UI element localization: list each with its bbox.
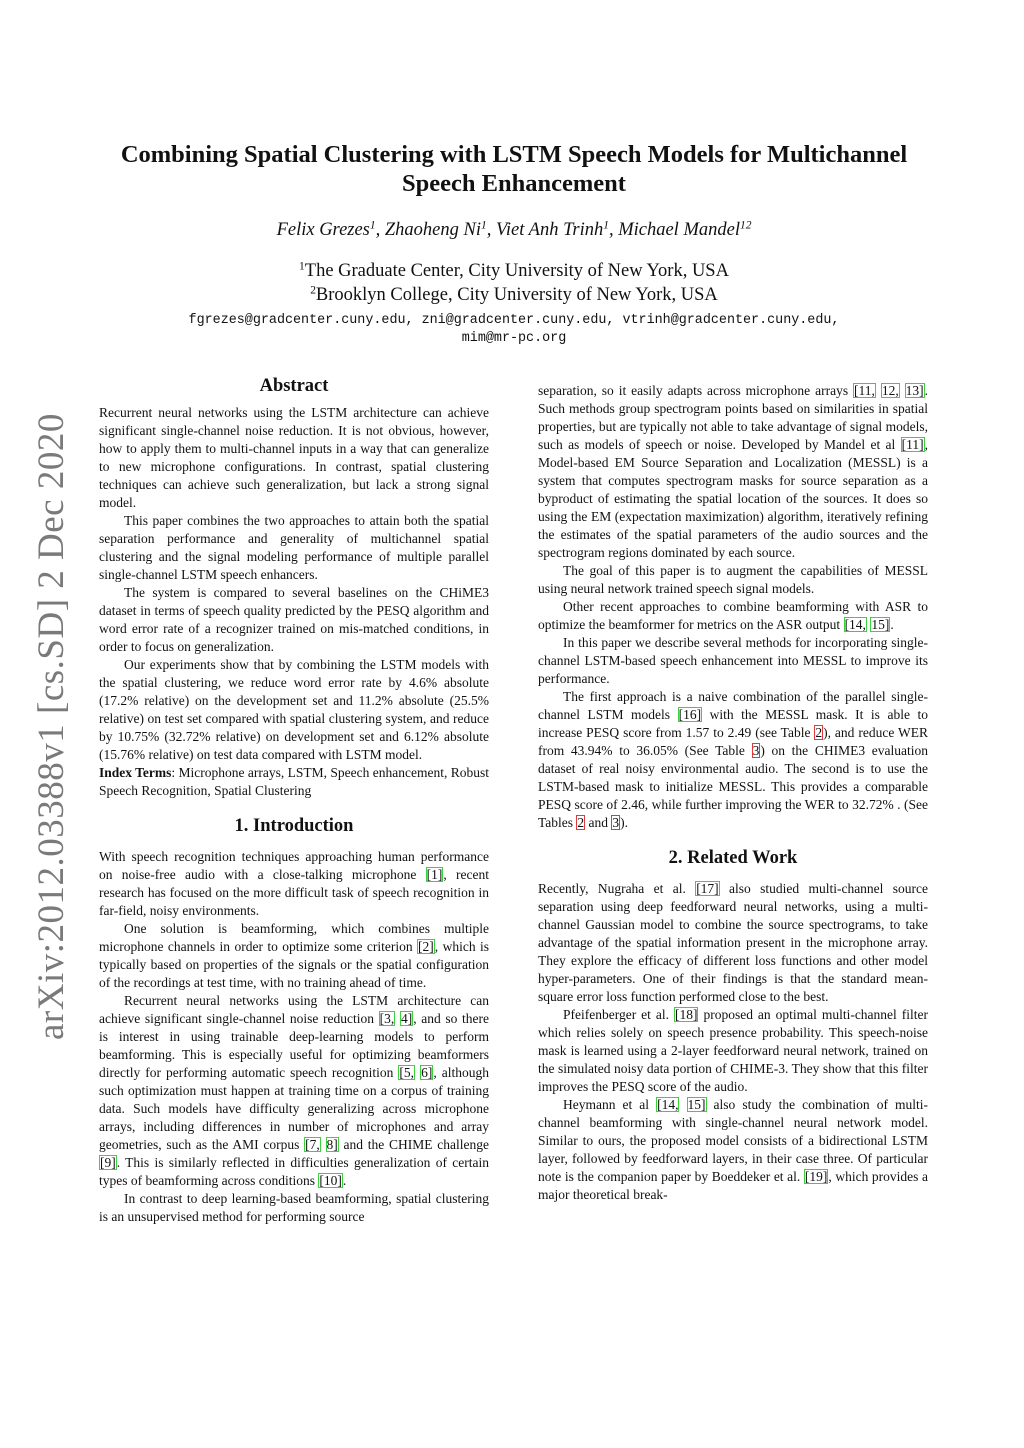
abstract-paragraph: Recurrent neural networks using the LSTM architecture can achieve significant single-channel noise reduction. It is not obvious, however, how to apply them to multi-channel inputs in a way that can generalize to new microphone configurations. In contrast, spatial clustering techniques can achieve such generalization, but lack a strong signal model. bbox=[99, 405, 489, 510]
abstract-paragraph: Our experiments show that by combining the LSTM models with the spatial clustering, we reduce word error rate by 4.6% absolute (17.2% relative) on the development set and 11.2% absolute (25.5% relative) on test set compared with spatial clustering system, and reduce by 10.75% (32.72% relative) on development set and 6.12% absolute (15.76% relative) on test data compared with LSTM model. bbox=[99, 657, 489, 762]
author-name: Viet Anh Trinh bbox=[495, 220, 604, 240]
text-run: One solution is beamforming, which combines multiple microphone channels in order to optimize some criterion bbox=[99, 921, 489, 954]
text-run: and the CHIME challenge bbox=[338, 1137, 489, 1152]
text-run: Recently, Nugraha et al. bbox=[538, 881, 696, 896]
affiliation-text: Brooklyn College, City University of New York, USA bbox=[315, 285, 718, 305]
text-run: , which is typically based on properties of the signals or the spatial configuration of the recordings at test time, with no training ahead of time. bbox=[99, 939, 489, 990]
text-run: ) on the CHIME3 evaluation dataset of real noisy environmental audio. The second is to use the LSTM-based mask to initialize MESSL. This provides a comparable PESQ score of 2.46, while further improving the WER to 32.72% . (See Tables bbox=[538, 743, 928, 830]
author-name: Felix Grezes bbox=[276, 220, 370, 240]
author-sep: , bbox=[608, 220, 619, 240]
affiliation-list bbox=[100, 259, 928, 307]
text-run: , Model-based EM Source Separation and Localization (MESSL) is a system that computes spectrogram masks for source separation as a byproduct of estimating the spatial location of the sources. It does so using the EM (expectation maximization) algorithm, iteratively refining the estimates of the spatial parameters of the audio sources and the spectrogram regions dominated by each source. bbox=[538, 437, 928, 560]
citation-link[interactable]: 13] bbox=[905, 383, 924, 398]
intro-paragraph bbox=[99, 920, 489, 992]
citation-link[interactable]: [7, bbox=[305, 1137, 320, 1152]
citation-link[interactable]: 4] bbox=[400, 1011, 413, 1026]
citation-link[interactable]: [9] bbox=[100, 1155, 116, 1170]
affiliation-text: The Graduate Center, City University of New York, USA bbox=[304, 261, 729, 281]
table-ref-link[interactable]: 3 bbox=[612, 815, 620, 830]
text-run: separation, so it easily adapts across microphone arrays bbox=[538, 383, 854, 398]
section-heading-introduction: 1. Introduction bbox=[234, 816, 354, 836]
related-paragraph bbox=[538, 1006, 928, 1096]
intro-paragraph bbox=[538, 598, 928, 634]
author-affil-sup: 1 bbox=[369, 219, 376, 232]
intro-paragraph bbox=[538, 688, 928, 832]
citation-link[interactable]: [1] bbox=[426, 867, 443, 882]
text-run: The first approach is a naive combination of the parallel single-channel LSTM models bbox=[538, 689, 928, 722]
author-sep: , bbox=[486, 220, 496, 240]
author-name: Michael Mandel bbox=[618, 220, 740, 240]
citation-link[interactable]: [11] bbox=[901, 437, 924, 452]
citation-link[interactable]: [17] bbox=[696, 881, 719, 896]
citation-link[interactable]: 6] bbox=[421, 1065, 433, 1080]
index-terms bbox=[99, 764, 489, 800]
index-terms-label: Index Terms bbox=[99, 765, 172, 780]
text-run: also studied multi-channel source separation using deep feedforward neural networks, using a multi-channel Gaussian model to combine the source spectrograms, to take advantage of the spatial information present in the microphone array. They explore the efficacy of different loss functions and other model hyper-parameters. One of their findings is that the standard mean-square error loss function performed close to the best. bbox=[538, 881, 928, 1004]
related-paragraph bbox=[538, 1096, 928, 1204]
citation-link[interactable]: [3, bbox=[379, 1011, 395, 1026]
text-run: , which provides a major theoretical break- bbox=[538, 1169, 928, 1202]
text-run: , recent research has focused on the more difficult task of speech recognition in far-field, noisy environments. bbox=[99, 867, 489, 918]
section-heading-related-work: 2. Related Work bbox=[668, 848, 798, 868]
abstract-paragraph: The system is compared to several baselines on the CHiME3 dataset in terms of speech quality predicted by the PESQ algorithm and word error rate of a recognizer trained on mis-matched conditions, in order to focus on generalization. bbox=[99, 585, 489, 654]
citation-link[interactable]: [14, bbox=[844, 617, 866, 632]
text-run: Recurrent neural networks using the LSTM architecture can achieve significant single-channel noise reduction bbox=[99, 993, 489, 1026]
text-run: Heymann et al bbox=[563, 1097, 657, 1112]
arxiv-stamp: arXiv:2012.03388v1 [cs.SD] 2 Dec 2020 bbox=[31, 413, 72, 1040]
affiliation bbox=[100, 259, 928, 283]
citation-link[interactable]: [19] bbox=[804, 1169, 828, 1184]
paper-title bbox=[100, 140, 928, 198]
text-run: , and so there is interest in using trainable deep-learning models to perform beamforming. This is especially useful for optimizing beamformers directly for performing automatic speech recognition bbox=[99, 1011, 490, 1080]
intro-paragraph bbox=[99, 992, 489, 1190]
text-run: also study the combination of multi-channel beamforming with single-channel neural network model. Similar to ours, the proposed model consists of a bidirectional LSTM layer, followed by feedforward layers, in their case three. Of particular note is the companion paper by Boeddeker et al. bbox=[538, 1097, 928, 1184]
text-run: . bbox=[890, 617, 894, 632]
text-run: . This is similarly reflected in difficulties generalization of certain types of beamforming across conditions bbox=[99, 1155, 489, 1188]
table-ref-link[interactable]: 2 bbox=[815, 725, 823, 740]
text-run: , although such optimization must happen at training time on a corpus of training data. Such models have difficulty generalizing across microphone arrays, including differences in number of microphones and array geometries, such as the AMI corpus bbox=[99, 1065, 489, 1152]
title-line-2: Speech Enhancement bbox=[402, 170, 626, 197]
citation-link[interactable]: 15] bbox=[687, 1097, 706, 1112]
text-run: with the MESSL mask. It is able to increase PESQ score from 1.57 to 2.49 (see Table bbox=[538, 707, 928, 740]
table-ref-link[interactable]: 2 bbox=[577, 815, 585, 830]
left-column bbox=[99, 374, 489, 1226]
abstract-heading: Abstract bbox=[259, 376, 329, 396]
citation-link[interactable]: 12, bbox=[881, 383, 899, 398]
intro-paragraph: The goal of this paper is to augment the capabilities of MESSL using neural network trained speech signal models. bbox=[538, 563, 928, 596]
affiliation-sup: 1 bbox=[299, 260, 305, 273]
citation-link[interactable]: [18] bbox=[674, 1007, 698, 1022]
author-affil-sup: 1 bbox=[480, 219, 487, 232]
author-affil-sup: 12 bbox=[739, 219, 752, 232]
text-run: and bbox=[585, 815, 612, 830]
citation-link[interactable]: [14, bbox=[657, 1097, 679, 1112]
email-list bbox=[100, 312, 928, 348]
author-sep: , bbox=[375, 220, 385, 240]
right-column bbox=[538, 382, 928, 1204]
text-run: With speech recognition techniques approaching human performance on noise-free audio with a close-talking microphone bbox=[99, 849, 489, 882]
citation-link[interactable]: [5, bbox=[399, 1065, 415, 1080]
citation-link[interactable]: [2] bbox=[418, 939, 434, 954]
text-run: . Such methods group spectrogram points based on similarities in spatial properties, but are typically not able to take advantage of signal models, such as models of speech or noise. Developed by Mandel et al bbox=[538, 383, 929, 452]
text-run: . bbox=[342, 1173, 347, 1188]
affiliation bbox=[100, 283, 928, 307]
citation-link[interactable]: [11, bbox=[854, 383, 875, 398]
abstract-paragraph: This paper combines the two approaches to attain both the spatial separation performance and generality of multichannel spatial clustering and the signal modeling performance of multiple parallel single-channel LSTM speech enhancers. bbox=[99, 513, 489, 582]
text-run: ), and reduce WER from 43.94% to 36.05% (See Table bbox=[538, 725, 929, 758]
intro-paragraph bbox=[538, 382, 928, 562]
text-run: Pfeifenberger et al. bbox=[563, 1007, 674, 1022]
email-line-2: mim@mr-pc.org bbox=[461, 331, 567, 346]
intro-paragraph: In contrast to deep learning-based beamforming, spatial clustering is an unsupervised method for performing source bbox=[99, 1191, 489, 1224]
title-line-1: Combining Spatial Clustering with LSTM Speech Models for Multichannel bbox=[120, 141, 908, 168]
citation-link[interactable]: [10] bbox=[319, 1173, 342, 1188]
author-list bbox=[100, 218, 928, 242]
text-run: ). bbox=[620, 815, 629, 830]
index-terms-text: : Microphone arrays, LSTM, Speech enhancement, Robust Speech Recognition, Spatial Clustering bbox=[99, 765, 489, 798]
intro-paragraph: In this paper we describe several methods for incorporating single-channel LSTM-based speech enhancement into MESSL to improve its performance. bbox=[538, 635, 928, 686]
citation-link[interactable]: 8] bbox=[326, 1137, 338, 1152]
affiliation-sup: 2 bbox=[310, 284, 316, 297]
text-run: proposed an optimal multi-channel filter which relies solely on speech presence probability. This speech-noise mask is learned using a 2-layer feedforward neural network, trained on the simulated noisy data portion of CHIME-3. They show that this filter improves the PESQ score of the audio. bbox=[538, 1007, 928, 1094]
author-affil-sup: 1 bbox=[603, 219, 609, 232]
email-line-1: fgrezes@gradcenter.cuny.edu, zni@gradcenter.cuny.edu, vtrinh@gradcenter.cuny.edu, bbox=[188, 313, 840, 328]
intro-paragraph bbox=[99, 848, 489, 920]
citation-link[interactable]: [16] bbox=[678, 707, 702, 722]
table-ref-link[interactable]: 3 bbox=[752, 743, 760, 758]
citation-link[interactable]: 15] bbox=[871, 617, 890, 632]
text-run: Other recent approaches to combine beamforming with ASR to optimize the beamformer for metrics on the ASR output bbox=[538, 599, 928, 632]
related-paragraph bbox=[538, 880, 928, 1006]
author-name: Zhaoheng Ni bbox=[384, 220, 481, 240]
